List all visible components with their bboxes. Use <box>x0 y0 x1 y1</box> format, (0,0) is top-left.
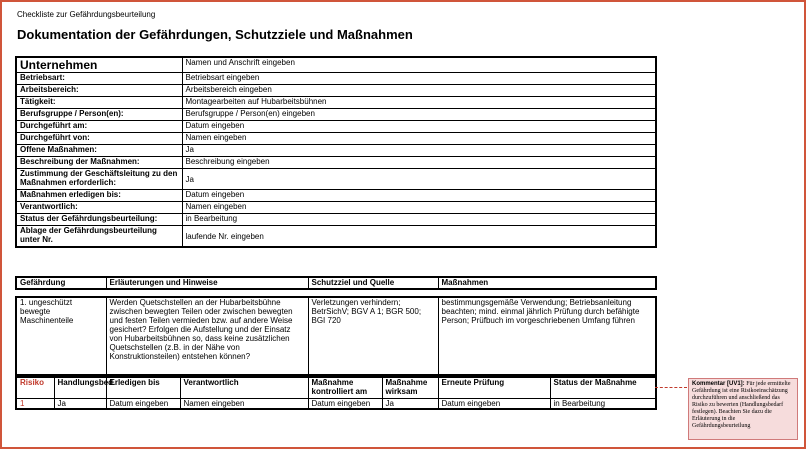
table-row <box>16 97 656 109</box>
field-label: Durchgeführt von: <box>16 133 182 145</box>
company-info-table <box>15 56 657 248</box>
measures-cell[interactable]: bestimmungsgemäße Verwendung; Betriebsanleitung beachten; mind. einmal jährlich Prüfung durch befähigte Person; Prüfbuch im vorgeschriebenen Umfang führen <box>438 297 656 375</box>
status-value[interactable]: in Bearbeitung <box>550 399 656 410</box>
column-header-risiko: Risiko <box>16 377 54 399</box>
protection-goal-cell: Verletzungen verhindern; BetrSichV; BGV A 1; BGR 500; BGI 720 <box>308 297 438 375</box>
column-header: Maßnahme kontrolliert am <box>308 377 382 399</box>
column-header: Schutzziel und Quelle <box>308 277 438 289</box>
table-row <box>16 226 656 248</box>
recheck-value[interactable]: Datum eingeben <box>438 399 550 410</box>
field-value[interactable]: Namen eingeben <box>182 133 656 145</box>
table-row <box>16 145 656 157</box>
table-row <box>16 157 656 169</box>
action-needed-value[interactable]: Ja <box>54 399 106 410</box>
table-row <box>16 57 656 73</box>
field-label: Unternehmen <box>16 57 182 73</box>
comment-title: Kommentar [UV1]: <box>692 381 745 387</box>
column-header: Erledigen bis <box>106 377 180 399</box>
field-value[interactable]: Ja <box>182 169 656 190</box>
field-value[interactable]: in Bearbeitung <box>182 214 656 226</box>
risk-value[interactable]: 1 <box>16 399 54 410</box>
table-row <box>16 202 656 214</box>
column-header: Maßnahme wirksam <box>382 377 438 399</box>
field-value[interactable]: Ja <box>182 145 656 157</box>
field-value[interactable]: Namen und Anschrift eingeben <box>182 57 656 73</box>
table-row <box>16 190 656 202</box>
field-value[interactable]: laufende Nr. eingeben <box>182 226 656 248</box>
field-label: Verantwortlich: <box>16 202 182 214</box>
field-value[interactable]: Datum eingeben <box>182 190 656 202</box>
column-header: Maßnahmen <box>438 277 656 289</box>
measure-status-table <box>15 376 657 410</box>
page-title: Dokumentation der Gefährdungen, Schutzziele und Maßnahmen <box>17 27 413 42</box>
hazard-detail-table <box>15 296 657 376</box>
column-header: Status der Maßnahme <box>550 377 656 399</box>
hazard-cell: 1. ungeschützt bewegte Maschinenteile <box>16 297 106 375</box>
column-header: Gefährdung <box>16 277 106 289</box>
field-label: Arbeitsbereich: <box>16 85 182 97</box>
document-pretitle: Checkliste zur Gefährdungsbeurteilung <box>17 10 156 19</box>
field-label: Tätigkeit: <box>16 97 182 109</box>
table-row <box>16 297 656 375</box>
field-value[interactable]: Berufsgruppe / Person(en) eingeben <box>182 109 656 121</box>
field-value[interactable]: Arbeitsbereich eingeben <box>182 85 656 97</box>
comment-connector <box>655 387 687 388</box>
table-row <box>16 85 656 97</box>
effective-value[interactable]: Ja <box>382 399 438 410</box>
table-row <box>16 399 656 410</box>
column-header: Handlungsbed. <box>54 377 106 399</box>
field-label: Offene Maßnahmen: <box>16 145 182 157</box>
field-value[interactable]: Datum eingeben <box>182 121 656 133</box>
field-label: Betriebsart: <box>16 73 182 85</box>
table-header-row <box>16 377 656 399</box>
table-header-row <box>16 277 656 289</box>
table-row <box>16 214 656 226</box>
field-label: Status der Gefährdungsbeurteilung: <box>16 214 182 226</box>
table-row <box>16 133 656 145</box>
field-label: Maßnahmen erledigen bis: <box>16 190 182 202</box>
responsible-value[interactable]: Namen eingeben <box>180 399 308 410</box>
explanation-cell: Werden Quetschstellen an der Hubarbeitsbühne zwischen bewegten Teilen oder zwischen bewegten und festen Teilen vermieden bzw. auf andere Weise gesichert? Erfolgen die Aufstellung und der Einsatz von Hubarbeitsbühnen so, dass keine zusätzlichen Quetschstellen (z.B. in der Nähe von Konstruktionsteilen) entstehen können? <box>106 297 308 375</box>
field-label: Durchgeführt am: <box>16 121 182 133</box>
table-row <box>16 73 656 85</box>
column-header: Verantwortlich <box>180 377 308 399</box>
field-value[interactable]: Montagearbeiten auf Hubarbeitsbühnen <box>182 97 656 109</box>
field-label: Zustimmung der Geschäftsleitung zu den Maßnahmen erforderlich: <box>16 169 182 190</box>
field-value[interactable]: Beschreibung eingeben <box>182 157 656 169</box>
comment-text: Für jede ermittelte Gefährdung ist eine Risikoeinschätzung durchzuführen und anschließend das Risiko zu bewerten (Handlungsbedarf festlegen). Beachten Sie dazu die Erläuterung in die Gefährdungsbeurteilung <box>692 381 791 429</box>
hazard-header-table <box>15 276 657 290</box>
comment-balloon[interactable] <box>688 378 798 440</box>
column-header: Erläuterungen und Hinweise <box>106 277 308 289</box>
field-label: Ablage der Gefährdungsbeurteilung unter Nr. <box>16 226 182 248</box>
field-value[interactable]: Betriebsart eingeben <box>182 73 656 85</box>
checked-date-value[interactable]: Datum eingeben <box>308 399 382 410</box>
column-header: Erneute Prüfung <box>438 377 550 399</box>
table-row <box>16 121 656 133</box>
field-label: Beschreibung der Maßnahmen: <box>16 157 182 169</box>
table-row <box>16 109 656 121</box>
due-date-value[interactable]: Datum eingeben <box>106 399 180 410</box>
field-label: Berufsgruppe / Person(en): <box>16 109 182 121</box>
field-value[interactable]: Namen eingeben <box>182 202 656 214</box>
table-row <box>16 169 656 190</box>
